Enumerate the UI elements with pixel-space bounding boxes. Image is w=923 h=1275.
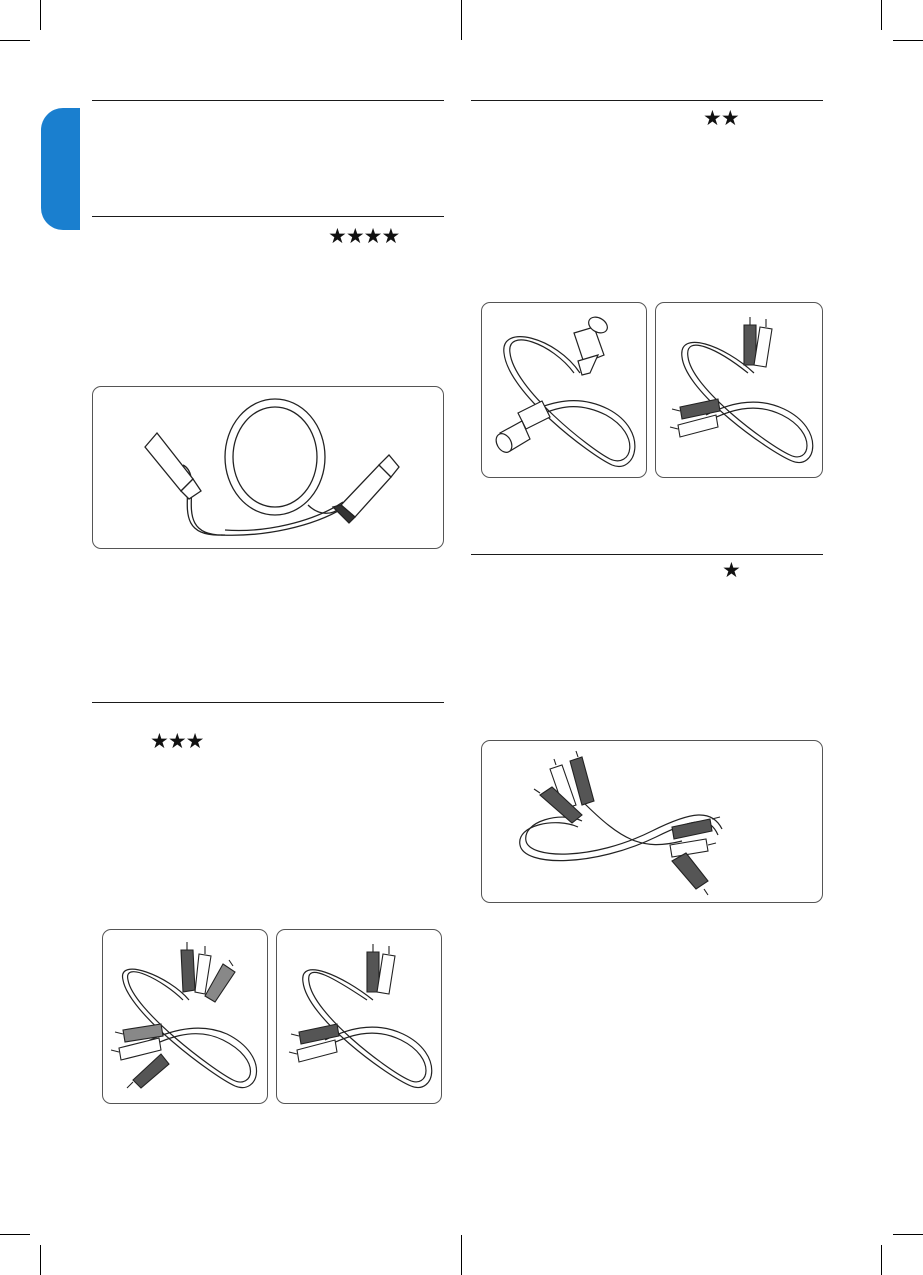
scart-cable-panel	[481, 302, 647, 478]
section-rule	[92, 216, 444, 217]
component-rating-stars: ★★★	[150, 729, 204, 753]
crop-mark	[881, 0, 882, 30]
hdmi-cable-panel	[92, 386, 444, 549]
crop-mark	[893, 1234, 923, 1235]
crop-mark	[461, 1235, 462, 1275]
svideo-cable-icon	[656, 303, 823, 478]
crop-mark	[0, 1234, 30, 1235]
section-rule	[92, 100, 444, 101]
hdmi-rating-stars: ★★★★	[328, 224, 400, 248]
svideo-cable-panel	[655, 302, 823, 478]
crop-mark	[40, 1245, 41, 1275]
composite-rating-stars: ★	[722, 558, 740, 582]
composite-cable-icon	[482, 741, 823, 903]
component-cable-panel	[102, 929, 268, 1104]
audio-lr-cable-icon	[277, 930, 442, 1104]
crop-mark	[0, 40, 30, 41]
crop-mark	[881, 1245, 882, 1275]
language-tab	[41, 108, 80, 230]
crop-mark	[893, 40, 923, 41]
section-rule	[471, 100, 823, 101]
section-rule	[92, 702, 444, 703]
composite-cable-panel	[481, 740, 823, 903]
svideo-rating-stars: ★★	[703, 106, 739, 130]
section-rule	[471, 554, 823, 555]
hdmi-cable-icon	[93, 387, 444, 549]
component-cable-icon	[103, 930, 268, 1104]
scart-cable-icon	[482, 303, 647, 478]
crop-mark	[461, 0, 462, 40]
audio-lr-cable-panel	[276, 929, 442, 1104]
crop-mark	[40, 0, 41, 30]
